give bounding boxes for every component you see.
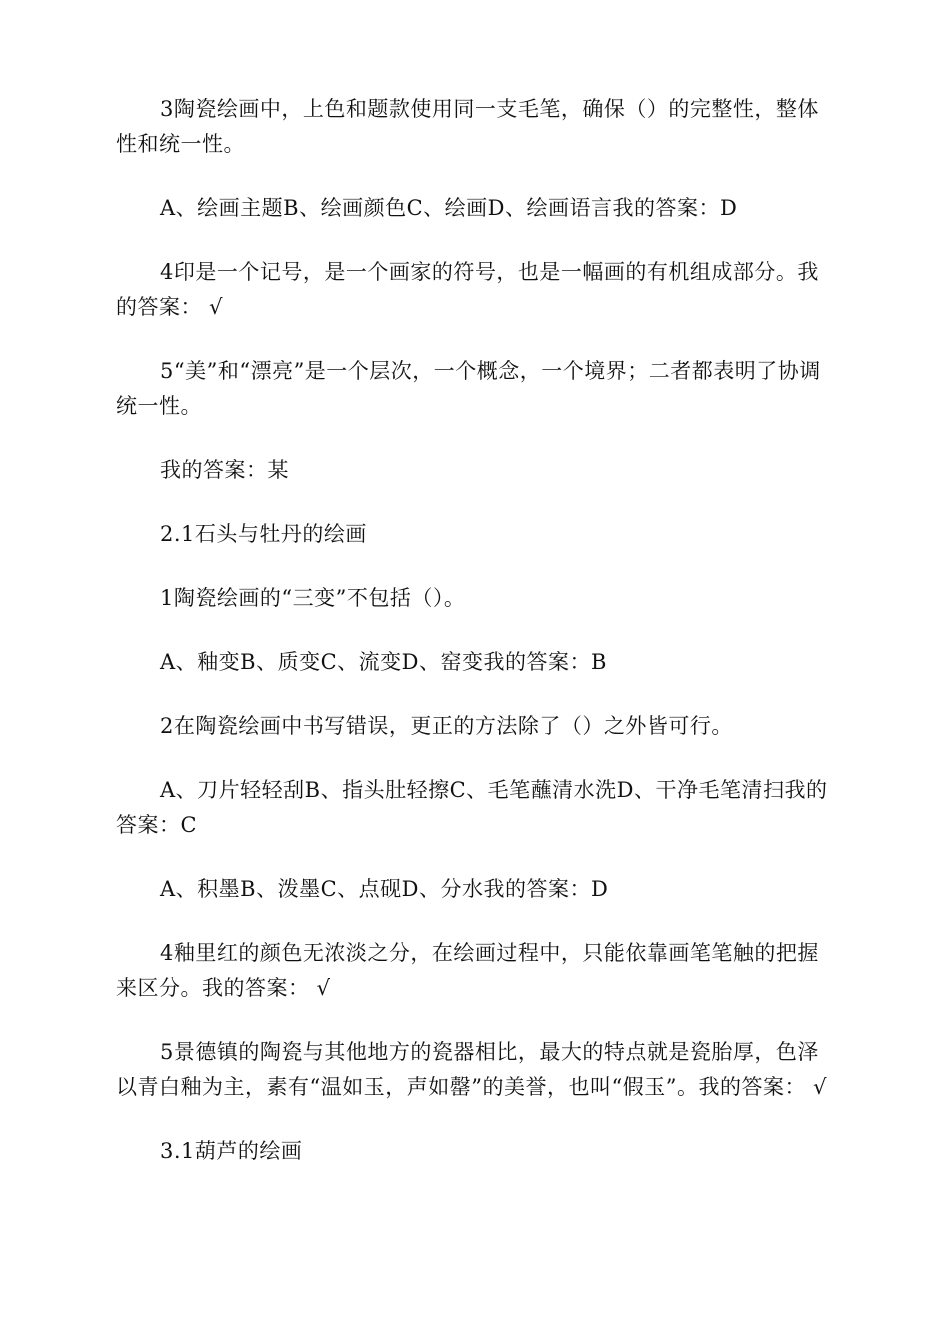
question-5b-statement: 5景德镇的陶瓷与其他地方的瓷器相比，最大的特点就是瓷胎厚，色泽以青白釉为主，素有“温如玉，声如罄”的美誉，也叫“假玉”。我的答案： √ <box>116 1040 827 1099</box>
section-heading-3-1: 3.1葫芦的绘画 <box>160 1139 303 1163</box>
question-4-statement: 4印是一个记号，是一个画家的符号，也是一幅画的有机组成部分。我的答案： √ <box>116 260 819 319</box>
question-3-stem: 3陶瓷绘画中，上色和题款使用同一支毛笔，确保（）的完整性，整体性和统一性。 <box>116 97 819 156</box>
question-1-stem: 1陶瓷绘画的“三变”不包括（）。 <box>160 586 466 610</box>
question-1-options: A、釉变B、质变C、流变D、窑变我的答案：B <box>160 650 607 674</box>
question-3-options: A、绘画主题B、绘画颜色C、绘画D、绘画语言我的答案：D <box>160 196 738 220</box>
question-2-options: A、刀片轻轻刮B、指头肚轻擦C、毛笔蘸清水洗D、干净毛笔清扫我的答案：C <box>116 778 828 837</box>
section-heading-2-1: 2.1石头与牡丹的绘画 <box>160 522 367 546</box>
question-5-answer: 我的答案：某 <box>160 458 289 482</box>
question-2-stem: 2在陶瓷绘画中书写错误，更正的方法除了（）之外皆可行。 <box>160 714 733 738</box>
document-page <box>116 92 832 1169</box>
question-3b-options: A、积墨B、泼墨C、点砚D、分水我的答案：D <box>160 877 609 901</box>
question-4b-statement: 4釉里红的颜色无浓淡之分，在绘画过程中，只能依靠画笔笔触的把握来区分。我的答案： √ <box>116 941 819 1000</box>
question-5-statement: 5“美”和“漂亮”是一个层次，一个概念，一个境界；二者都表明了协调统一性。 <box>116 359 821 418</box>
